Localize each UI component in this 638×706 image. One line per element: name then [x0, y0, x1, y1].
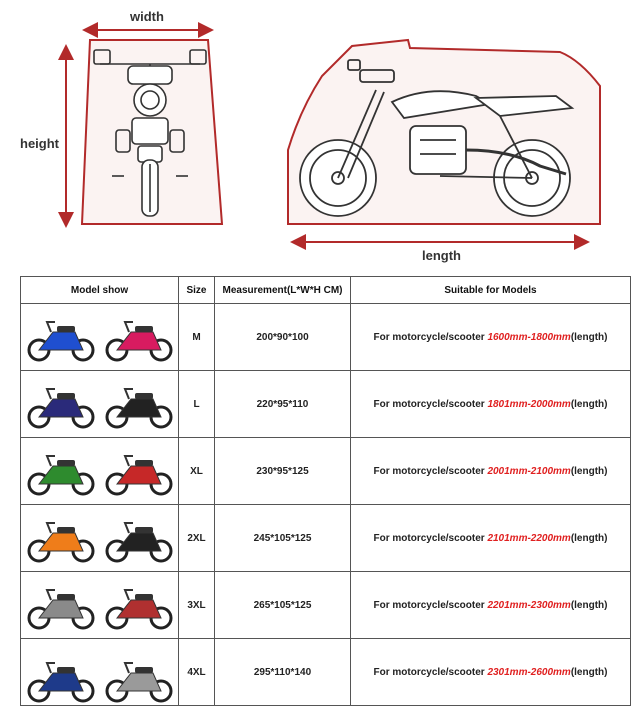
suitable-suffix: (length)	[570, 666, 608, 678]
model-show-cell	[21, 572, 179, 639]
sportbike-icon	[25, 446, 97, 496]
table-row	[21, 572, 631, 639]
model-thumbnails	[23, 574, 177, 636]
model-show-cell	[21, 438, 179, 505]
suitable-suffix: (length)	[570, 532, 608, 544]
header-suitable-models: Suitable for Models	[351, 277, 631, 304]
table-row	[21, 304, 631, 371]
model-thumbnails	[23, 647, 177, 697]
model-show-cell	[21, 304, 179, 371]
table-row	[21, 639, 631, 706]
model-show-cell	[21, 505, 179, 572]
width-label: width	[130, 9, 164, 24]
size-chart-table	[20, 276, 631, 706]
motorcycle-icon	[25, 379, 97, 429]
model-show-cell	[21, 371, 179, 438]
table-header-row	[21, 277, 631, 304]
header-measurement: Measurement(L*W*H CM)	[215, 277, 351, 304]
length-range: 2301mm-2600mm	[487, 666, 571, 678]
suitable-prefix: For motorcycle/scooter	[373, 532, 488, 544]
length-range: 1600mm-1800mm	[487, 331, 571, 343]
length-range: 1801mm-2000mm	[487, 398, 571, 410]
size-cell: 2XL	[179, 505, 215, 572]
suitable-models-cell	[351, 304, 631, 371]
model-show-cell	[21, 639, 179, 706]
suitable-prefix: For motorcycle/scooter	[373, 465, 488, 477]
suitable-prefix: For motorcycle/scooter	[373, 599, 488, 611]
suitable-models-cell	[351, 572, 631, 639]
model-thumbnails	[23, 306, 177, 368]
bicycle-icon	[25, 312, 97, 362]
cruiser-icon	[103, 653, 175, 703]
touring-bike-icon	[103, 580, 175, 630]
table-row	[21, 505, 631, 572]
touring-bike-icon	[25, 580, 97, 630]
suitable-models-cell	[351, 438, 631, 505]
size-cell: 4XL	[179, 639, 215, 706]
dimension-diagram	[0, 0, 638, 270]
size-cell: 3XL	[179, 572, 215, 639]
measurement-cell: 265*105*125	[215, 572, 351, 639]
suitable-models-cell	[351, 371, 631, 438]
size-cell: XL	[179, 438, 215, 505]
suitable-suffix: (length)	[570, 398, 608, 410]
length-range: 2001mm-2100mm	[487, 465, 571, 477]
model-thumbnails	[23, 507, 177, 569]
sportbike-icon	[103, 446, 175, 496]
suitable-prefix: For motorcycle/scooter	[373, 666, 488, 678]
table-row	[21, 438, 631, 505]
scooter-icon	[103, 379, 175, 429]
dirtbike-icon	[25, 513, 97, 563]
measurement-cell: 200*90*100	[215, 304, 351, 371]
measurement-cell: 295*110*140	[215, 639, 351, 706]
model-thumbnails	[23, 373, 177, 435]
scooter-icon	[103, 312, 175, 362]
measurement-cell: 220*95*110	[215, 371, 351, 438]
measurement-cell: 230*95*125	[215, 438, 351, 505]
suitable-suffix: (length)	[570, 465, 608, 477]
length-label: length	[422, 248, 461, 263]
model-thumbnails	[23, 440, 177, 502]
suitable-prefix: For motorcycle/scooter	[373, 331, 488, 343]
length-range: 2201mm-2300mm	[487, 599, 571, 611]
suitable-suffix: (length)	[570, 599, 608, 611]
size-cell: M	[179, 304, 215, 371]
header-size: Size	[179, 277, 215, 304]
length-range: 2101mm-2200mm	[487, 532, 571, 544]
size-cell: L	[179, 371, 215, 438]
suitable-models-cell	[351, 505, 631, 572]
suitable-prefix: For motorcycle/scooter	[373, 398, 488, 410]
suitable-models-cell	[351, 639, 631, 706]
suitable-suffix: (length)	[570, 331, 608, 343]
cruiser-icon	[25, 653, 97, 703]
height-label: height	[20, 136, 59, 151]
diagram-svg	[0, 0, 638, 270]
measurement-cell: 245*105*125	[215, 505, 351, 572]
header-model-show: Model show	[21, 277, 179, 304]
motorcycle-icon	[103, 513, 175, 563]
table-row	[21, 371, 631, 438]
